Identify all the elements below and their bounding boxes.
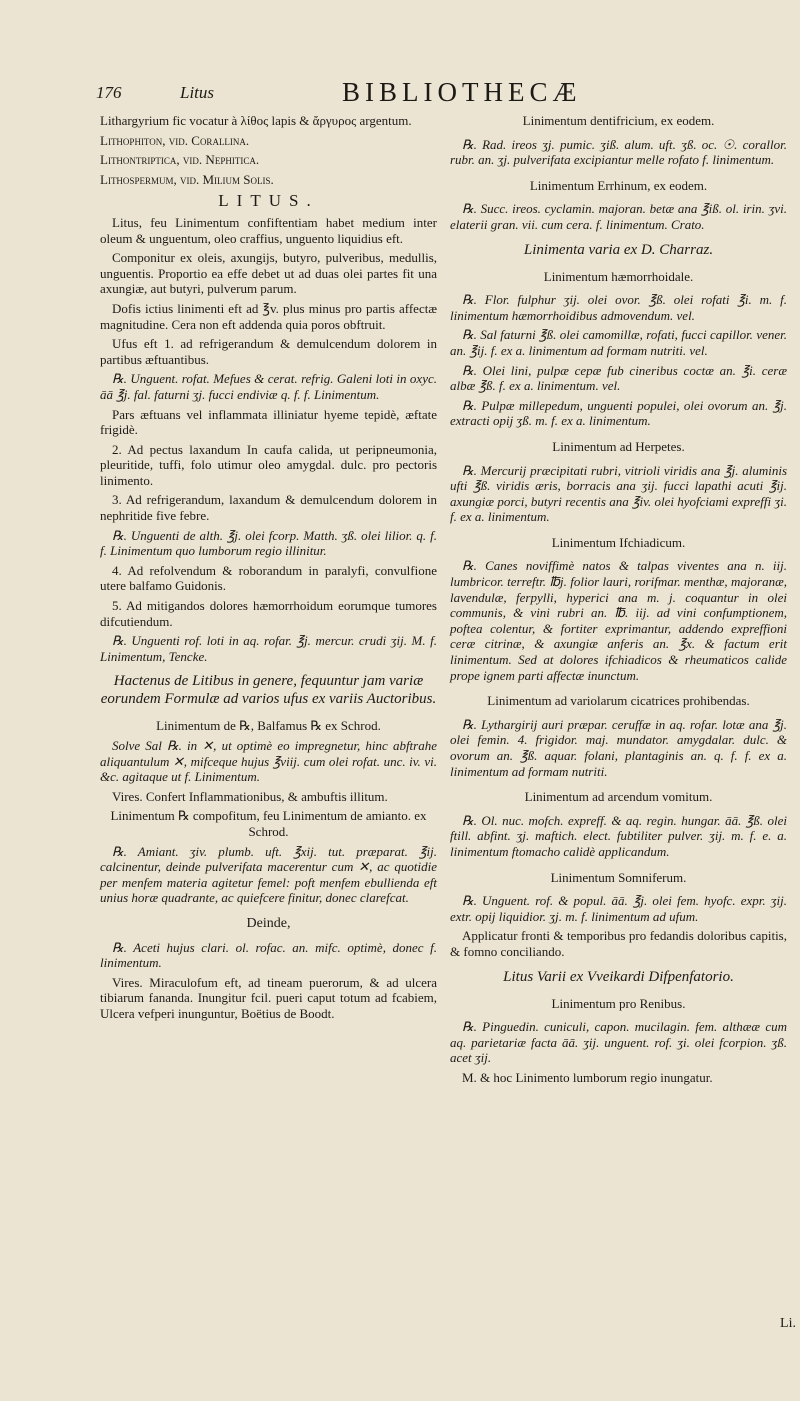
recipe: ℞. Unguent. rof. & popul. āā. ℥j. olei fem. hyofc. expr. ʒij. extr. opij liquidior. ʒj. m. f. linimentum ad ufum.: [450, 893, 787, 924]
subheading: Linimentum Somniferum.: [550, 869, 687, 885]
paragraph: 3. Ad refrigerandum, laxandum & demulcendum dolorem in nephritide five febre.: [100, 492, 437, 524]
subheading: Linimentum ℞ compofitum, feu Linimentum de amianto. ex Schrod.: [110, 808, 427, 839]
recipe: ℞. Lythargirij auri præpar. ceruffæ in aq. rofar. lotæ ana ℥j. olei femin. 4. frigidor. maj. mundator. amygdalar. dulc. & ovorum an. ℥ß. aquar. folani, plantaginis an. q. f. f. ex a. linimentum ad formam nutriti.: [450, 716, 787, 779]
recipe: ℞. Rad. ireos ʒj. pumic. ʒiß. alum. uft. ʒß. oc. ☉. corallor. rubr. an. ʒj. pulverifata excipiantur melle rofato f. linimentum.: [450, 136, 787, 168]
subheading: Linimentum ad Herpetes.: [552, 438, 685, 454]
paragraph: 5. Ad mitigandos dolores hæmorrhoidum eorumque tumores difcutiendum.: [100, 598, 437, 629]
running-title: BIBLIOTHECÆ: [342, 77, 582, 107]
subheading: Linimentum Errhinum, ex eodem.: [529, 177, 708, 193]
recipe: ℞. Sal faturni ℥ß. olei camomillæ, rofati, fucci capillor. vener. an. ℥ij. f. ex a. linimentum ad formam nutriti. vel.: [450, 327, 787, 358]
recipe: ℞. Pinguedin. cuniculi, capon. mucilagin. fem. althææ cum aq. parietariæ facta āā. ʒij. unguent. rof. ʒi. olei fcorpion. ʒß. acet ʒij.: [450, 1019, 787, 1066]
recipe: ℞. Pulpæ millepedum, unguenti populei, olei ovorum an. ℥j. extracti opij ʒß. m. f. ex a. linimentum.: [450, 397, 787, 429]
paragraph: Vires. Miraculofum eft, ad tineam puerorum, & ad ulcera tibiarum fananda. Inungitur fcil. pueri caput totum ad fcabiem, Ulcera vefperi inunguntur, Boëtius de Boodt.: [100, 974, 437, 1021]
paragraph: Componitur ex oleis, axungijs, butyro, pulveribus, medullis, unguentis. Proportio ea effe debet ut ad duas olei partes fit una axungiæ, aut butyri, pulverum parum.: [100, 250, 437, 297]
subheading: Linimentum dentifricium, ex eodem.: [522, 113, 715, 128]
entry-lithospermum: Lithospermum, vid. Milium Solis.: [100, 171, 274, 187]
recipe: ℞. Aceti hujus clari. ol. rofac. an. mifc. optimè, donec f. linimentum.: [100, 939, 437, 971]
subheading: Linimentum Ifchiadicum.: [551, 534, 686, 550]
recipe: ℞. Unguenti rof. loti in aq. rofar. ℥j. mercur. crudi ʒij. M. f. Linimentum, Tencke.: [100, 633, 437, 664]
recipe: ℞. Succ. ireos. cyclamin. majoran. betæ ana ℥iß. ol. irin. ʒvi. elaterii gran. vii. cum cera. f. linimentum. Crato.: [450, 201, 787, 232]
subheading: Linimentum ad variolarum cicatrices prohibendas.: [487, 693, 750, 709]
paragraph: Applicatur fronti & temporibus pro fedandis doloribus capitis, & fomno conciliando.: [450, 928, 787, 959]
page-number: 176: [96, 83, 122, 102]
subheading: Linimentum hæmorrhoidale.: [543, 268, 694, 284]
recipe: ℞. Canes noviffimè natos & talpas viventes ana n. iij. lumbricor. terreftr. ℔j. folior lauri, rorifmar. menthæ, majoranæ, lavendulæ, ferpylli, hyperici ana m. j. coquantur in olei communis, & vini rubri an. ℔. iij. ad vini confumptionem, poftea colentur, & fortiter exprimantur, addendo expreffioni ceræ citrinæ, & axungiæ anferis an. ℥x. & factum erit linimentum. Sed at dolores ifchiadicos & rheumaticos calide prope ignem parti affectæ inunctum.: [450, 558, 787, 683]
subheading: Linimentum ad arcendum vomitum.: [524, 789, 713, 805]
left-column: [100, 113, 437, 1026]
paragraph: Ufus eft 1. ad refrigerandum & demulcendum dolorem in partibus æftuantibus.: [100, 336, 437, 367]
running-head: Litus: [180, 83, 215, 102]
section-title: Litus Varii ex Vveikardi Difpenfatorio.: [503, 968, 734, 985]
right-column: [450, 113, 787, 1090]
section-title: Linimenta varia ex D. Charraz.: [523, 241, 714, 258]
paragraph: Dofis ictius linimenti eft ad ℥v. plus minus pro partis affectæ magnitudine. Cera non eft addenda quia poros obftruit.: [100, 300, 437, 332]
page-header: [96, 77, 786, 113]
subheading: Linimentum pro Renibus.: [551, 995, 686, 1011]
recipe: ℞. Mercurij præcipitati rubri, vitrioli viridis ana ℥j. aluminis ufti ℥ß. viridis æris, borracis ana ʒij. fucci lapathi acuti ℥ij. axungiæ porci, butyri recentis ana ℥iv. olei hyofciami expreffi ʒi. f. ex a. linimentum.: [450, 462, 787, 525]
recipe: ℞. Unguenti de alth. ℥j. olei fcorp. Matth. ʒß. olei lilior. q. f. f. Linimentum quo lumborum regio illinitur.: [100, 527, 437, 559]
recipe: ℞. Unguent. rofat. Mefues & cerat. refrig. Galeni loti in oxyc. āā ℥j. fal. faturni ʒj. fucci endiviæ q. f. f. Linimentum.: [100, 371, 437, 402]
recipe: ℞. Amiant. ʒiv. plumb. uft. ℥xij. tut. præparat. ℥ij. calcinentur, deinde pulverifata macerentur cum ✕, ac quotidie per menfem materia agitetur femel: poft menfem ebullienda eft unius horæ quadrante, ac quiefcere finitur, donec clarefcat.: [100, 843, 437, 906]
paragraph: Litus, feu Linimentum confiftentiam habet medium inter oleum & unguentum, oleo craffius, unguento liquidius eft.: [100, 214, 437, 246]
subheading-deinde: Deinde,: [246, 915, 291, 931]
paragraph: 4. Ad refolvendum & roborandum in paralyfi, convulfione utere balfamo Guidonis.: [100, 562, 437, 594]
section-title: Hactenus de Litibus in genere, fequuntur jam variæ eorundem Formulæ ad varios ufus ex variis Auctoribus.: [100, 673, 437, 708]
paragraph: Vires. Confert Inflammationibus, & ambuftis illitum.: [112, 788, 388, 804]
recipe: Solve Sal ℞. in ✕, ut optimè eo impregnetur, hinc abftrahe aliquantulum ✕, mifceque hujus ℥viij. cum olei rofat. unc. iv. vi. &c. agitaque ut f. Linimentum.: [100, 738, 437, 785]
recipe: ℞. Olei lini, pulpæ cepæ fub cineribus coctæ an. ℥i. ceræ albæ ℥ß. f. ex a. linimentum. vel.: [450, 362, 787, 394]
paragraph: M. & hoc Linimento lumborum regio inungatur.: [462, 1069, 713, 1085]
paragraph: Pars æftuans vel inflammata illiniatur hyeme tepidè, æftate frigidè.: [100, 406, 437, 438]
catchword: Li.: [780, 1316, 796, 1331]
paragraph: 2. Ad pectus laxandum In caufa calida, ut peripneumonia, pleuritide, tuffi, folo utimur oleo amygdal. dulc. pro pectoris linimento.: [100, 441, 437, 488]
entry-lithophiton: Lithophiton, vid. Corallina.: [100, 132, 250, 148]
recipe: ℞. Flor. fulphur ʒij. olei ovor. ℥ß. olei rofati ℥i. m. f. linimentum hæmorrhoidibus admovendum. vel.: [450, 292, 787, 323]
recipe: ℞. Ol. nuc. mofch. expreff. & aq. regin. hungar. āā. ℥ß. olei ftill. abfint. ʒj. maftich. elect. fubtiliter pulver. ʒij. m. f. e. a. linimentum ftomacho calidè applicandum.: [450, 812, 787, 859]
heading-litus: LITUS.: [218, 191, 319, 211]
subheading: Linimentum de ℞, Balfamus ℞ ex Schrod.: [156, 718, 381, 734]
entry-lithargyrium: Lithargyrium fic vocatur à λίθος lapis & ἄργυρος argentum.: [100, 113, 412, 128]
entry-lithontriptica: Lithontriptica, vid. Nephitica.: [100, 152, 260, 168]
